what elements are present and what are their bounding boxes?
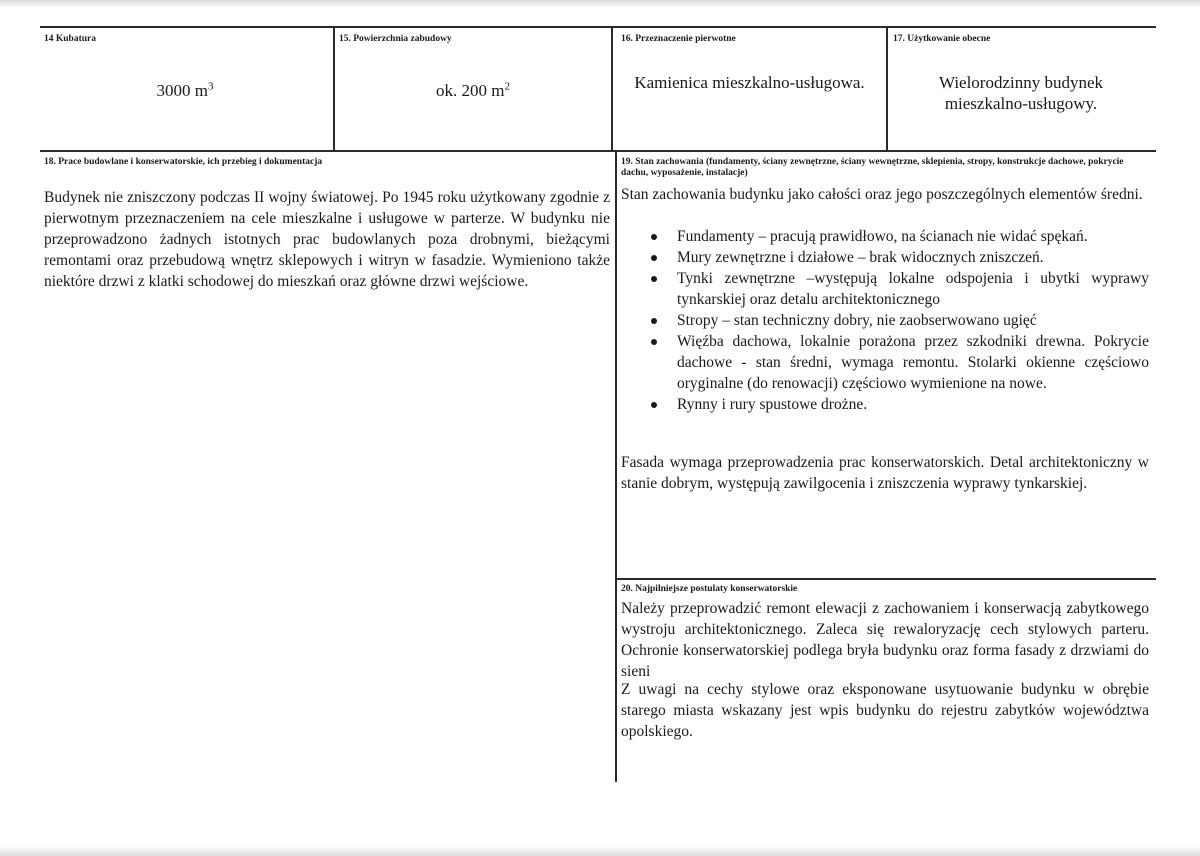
field17-value: Wielorodzinny budynek mieszkalno-usługowy. <box>938 73 1104 113</box>
bullet-dot-icon <box>651 276 657 282</box>
field17-label: 17. Użytkowanie obecne <box>893 34 991 44</box>
field20-label: 20. Najpilniejsze postulaty konserwatorskie <box>621 584 798 594</box>
bullet-dot-icon <box>651 234 657 240</box>
list-item <box>651 268 1149 310</box>
field20-text2: Z uwagi na cechy stylowe oraz eksponowane usytuowanie budynku w obrębie starego miasta wskazany jest wpis budynku do rejestru zabytków województwa opolskiego. <box>621 681 1149 740</box>
col-divider-3 <box>886 26 888 152</box>
list-item-text: Stropy – stan techniczny dobry, nie zaobserwowano ugięć <box>677 312 1037 329</box>
list-item <box>651 310 1149 331</box>
field19-intro: Stan zachowania budynku jako całości oraz jego poszczególnych elementów średni. <box>621 186 1143 203</box>
field18-label: 18. Prace budowlane i konserwatorskie, ich przebieg i dokumentacja <box>44 157 323 167</box>
bullet-dot-icon <box>651 255 657 261</box>
scan-edge-bottom <box>0 846 1200 856</box>
field14-label: 14 Kubatura <box>44 34 96 44</box>
field16-value: Kamienica mieszkalno-usługowa. <box>634 73 865 92</box>
list-item <box>651 331 1149 394</box>
list-item-text: Mury zewnętrzne i działowe – brak widocznych zniszczeń. <box>677 249 1044 266</box>
bullet-dot-icon <box>651 318 657 324</box>
list-item-text: Więźba dachowa, lokalnie porażona przez szkodniki drewna. Pokrycie dachowe - stan średni, wymaga remontu. Stolarki okienne częściowo oryginalne (do renowacji) częściowo wymienione na nowe. <box>677 333 1149 392</box>
scan-edge-top <box>0 0 1200 8</box>
field14-value <box>40 80 330 101</box>
field15-unit-exponent: 2 <box>504 80 510 93</box>
bullet-dot-icon <box>651 339 657 345</box>
field14-unit-exponent: 3 <box>207 80 214 93</box>
list-item <box>651 394 1149 415</box>
field14-value-text: 3000 m <box>156 81 208 100</box>
field20-top-border <box>617 578 1156 580</box>
bullet-dot-icon <box>651 402 657 408</box>
row1-top-border <box>40 26 1156 28</box>
field20-text1: Należy przeprowadzić remont elewacji z zachowaniem i konserwacją zabytkowego wystroju architektonicznego. Zaleca się rewaloryzację cech stylowych parteru. Ochronie konserwatorskiej podlega bryła budynku oraz forma fasady z drzwiami do sieni <box>621 600 1149 680</box>
field19-label: 19. Stan zachowania (fundamenty, ściany zewnętrzne, ściany wewnętrzne, sklepienia, stropy, konstrukcje dachowe, pokrycie dachu, wyposażenie, instalacje) <box>621 157 1124 178</box>
list-item-text: Fundamenty – pracują prawidłowo, na ścianach nie widać spękań. <box>677 228 1088 245</box>
list-item-text: Rynny i rury spustowe drożne. <box>677 396 868 413</box>
field16-label: 16. Przeznaczenie pierwotne <box>621 34 736 44</box>
field15-value-text: ok. 200 m <box>436 81 505 100</box>
field18-text: Budynek nie zniszczony podczas II wojny światowej. Po 1945 roku użytkowany zgodnie z pierwotnym przeznaczeniem na cele mieszkalne i usługowe w parterze. W budynku nie przeprowadzono żadnych istotnych prac budowlanych poza drobnymi, bieżącymi remontami oraz przebudową wnętrz sklepowych i witryn w fasadzie. Wymieniono także niektóre drzwi z klatki schodowej do mieszkań oraz główne drzwi wejściowe. <box>44 189 610 290</box>
row2-top-border <box>40 150 1156 152</box>
field15-value <box>335 80 611 101</box>
list-item <box>651 226 1149 247</box>
list-item <box>651 247 1149 268</box>
field19-condition-list <box>651 226 1149 415</box>
list-item-text: Tynki zewnętrzne –występują lokalne odspojenia i ubytki wyprawy tynkarskiej oraz detalu architektonicznego <box>677 270 1149 308</box>
field15-label: 15. Powierzchnia zabudowy <box>339 34 452 44</box>
main-col-divider <box>615 150 617 782</box>
field19-closing: Fasada wymaga przeprowadzenia prac konserwatorskich. Detal architektoniczny w stanie dobrym, występują zawilgocenia i zniszczenia wyprawy tynkarskiej. <box>621 454 1149 492</box>
